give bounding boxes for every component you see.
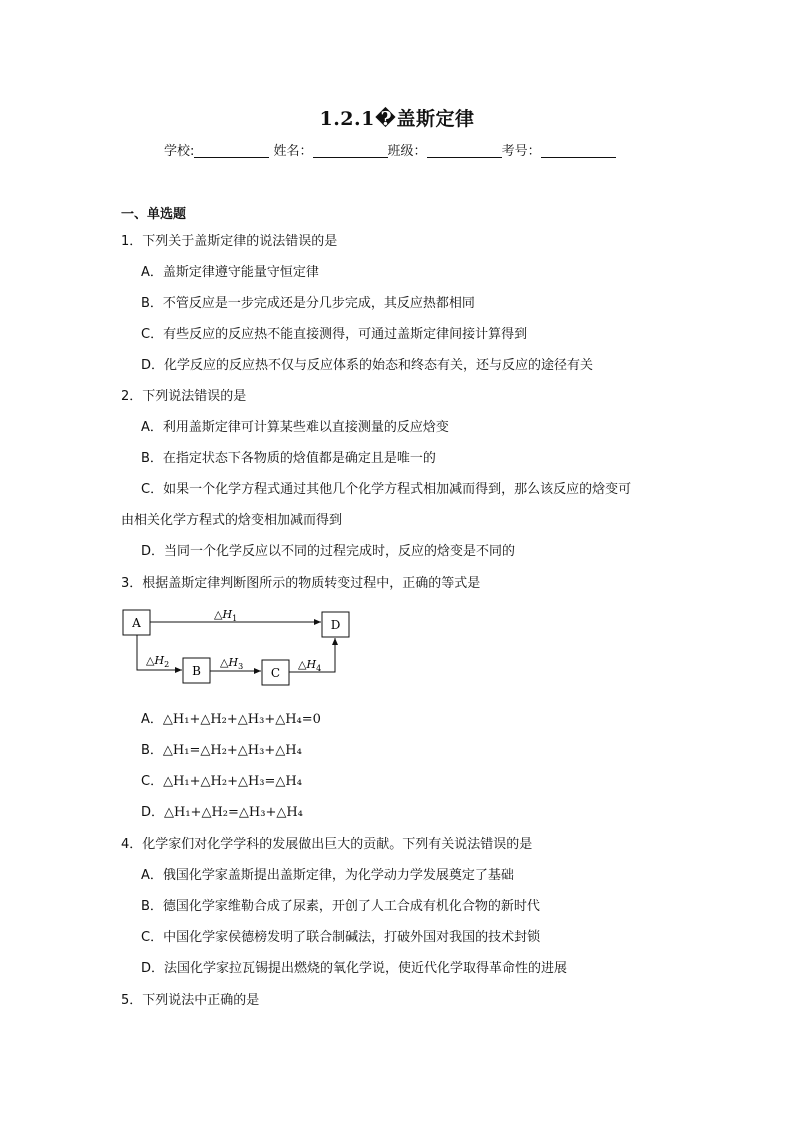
- question-2-option-b: B．在指定状态下各物质的焓值都是确定且是唯一的: [141, 451, 436, 466]
- delta-h3-label: $\triangle H_3$: [220, 656, 244, 671]
- option-formula: △H₁+△H₂+△H₃=△H₄: [163, 774, 302, 789]
- option-letter: B．: [141, 743, 163, 758]
- name-label: 姓名：: [273, 144, 313, 159]
- delta-h4-label: $\triangle H_4$: [298, 658, 322, 673]
- option-formula: △H₁+△H₂+△H₃+△H₄=0: [162, 712, 321, 727]
- class-label: 班级：: [387, 144, 427, 159]
- delta-h2-label: $\triangle H_2$: [146, 654, 170, 669]
- question-1-option-a: A．盖斯定律遵守能量守恒定律: [141, 265, 319, 280]
- delta-h1-label: $\triangle H_1$: [214, 608, 238, 623]
- section-title: 一、单选题: [121, 207, 187, 222]
- question-2-option-a: A．利用盖斯定律可计算某些难以直接测量的反应焓变: [141, 420, 449, 435]
- class-blank: [427, 143, 502, 158]
- question-2-option-d: D．当同一个化学反应以不同的过程完成时，反应的焓变是不同的: [141, 544, 516, 559]
- option-letter: A．: [141, 712, 163, 727]
- question-4-option-c: C．中国化学家侯德榜发明了联合制碱法，打破外国对我国的技术封锁: [141, 930, 541, 945]
- option-letter: C．: [141, 774, 164, 789]
- question-2-option-c-continued: 由相关化学方程式的焓变相加减而得到: [121, 513, 343, 528]
- student-info-line: [164, 140, 616, 159]
- question-1-option-b: B．不管反应是一步完成还是分几步完成，其反应热都相同: [141, 296, 475, 311]
- question-4-option-b: B．德国化学家维勒合成了尿素，开创了人工合成有机化合物的新时代: [141, 899, 540, 914]
- option-formula: △H₁+△H₂=△H₃+△H₄: [164, 805, 303, 820]
- node-b-label: B: [192, 664, 201, 678]
- node-d-label: D: [330, 618, 341, 632]
- name-blank: [313, 143, 388, 158]
- question-4-option-a: A．俄国化学家盖斯提出盖斯定律，为化学动力学发展奠定了基础: [141, 868, 514, 883]
- number-blank: [541, 143, 616, 158]
- page-title: 1.2.1�盖斯定律: [319, 108, 475, 130]
- node-c-label: C: [270, 666, 281, 680]
- question-1-stem: 1．下列关于盖斯定律的说法错误的是: [121, 234, 338, 249]
- question-1-option-c: C．有些反应的反应热不能直接测得，可通过盖斯定律间接计算得到: [141, 327, 528, 342]
- question-3-option-b: [141, 739, 302, 758]
- question-1-option-d: D．化学反应的反应热不仅与反应体系的始态和终态有关，还与反应的途径有关: [141, 358, 594, 373]
- question-2-stem: 2．下列说法错误的是: [121, 389, 247, 404]
- number-label: 考号：: [501, 144, 541, 159]
- question-3-option-a: [141, 708, 321, 727]
- question-3-option-d: [141, 801, 303, 820]
- question-2-option-c: C．如果一个化学方程式通过其他几个化学方程式相加减而得到，那么该反应的焓变可: [141, 482, 632, 497]
- school-label: 学校:: [164, 144, 195, 159]
- option-letter: D．: [141, 805, 165, 820]
- enthalpy-path-diagram: [110, 600, 370, 700]
- question-4-stem: 4．化学家们对化学学科的发展做出巨大的贡献。下列有关说法错误的是: [121, 837, 533, 852]
- option-formula: △H₁=△H₂+△H₃+△H₄: [162, 743, 302, 758]
- node-a-label: A: [132, 616, 141, 630]
- question-5-stem: 5．下列说法中正确的是: [121, 993, 260, 1008]
- question-4-option-d: D．法国化学家拉瓦锡提出燃烧的氧化学说，使近代化学取得革命性的进展: [141, 961, 568, 976]
- school-blank: [194, 143, 269, 158]
- question-3-stem: 3．根据盖斯定律判断图所示的物质转变过程中，正确的等式是: [121, 576, 481, 591]
- question-3-option-c: [141, 770, 302, 789]
